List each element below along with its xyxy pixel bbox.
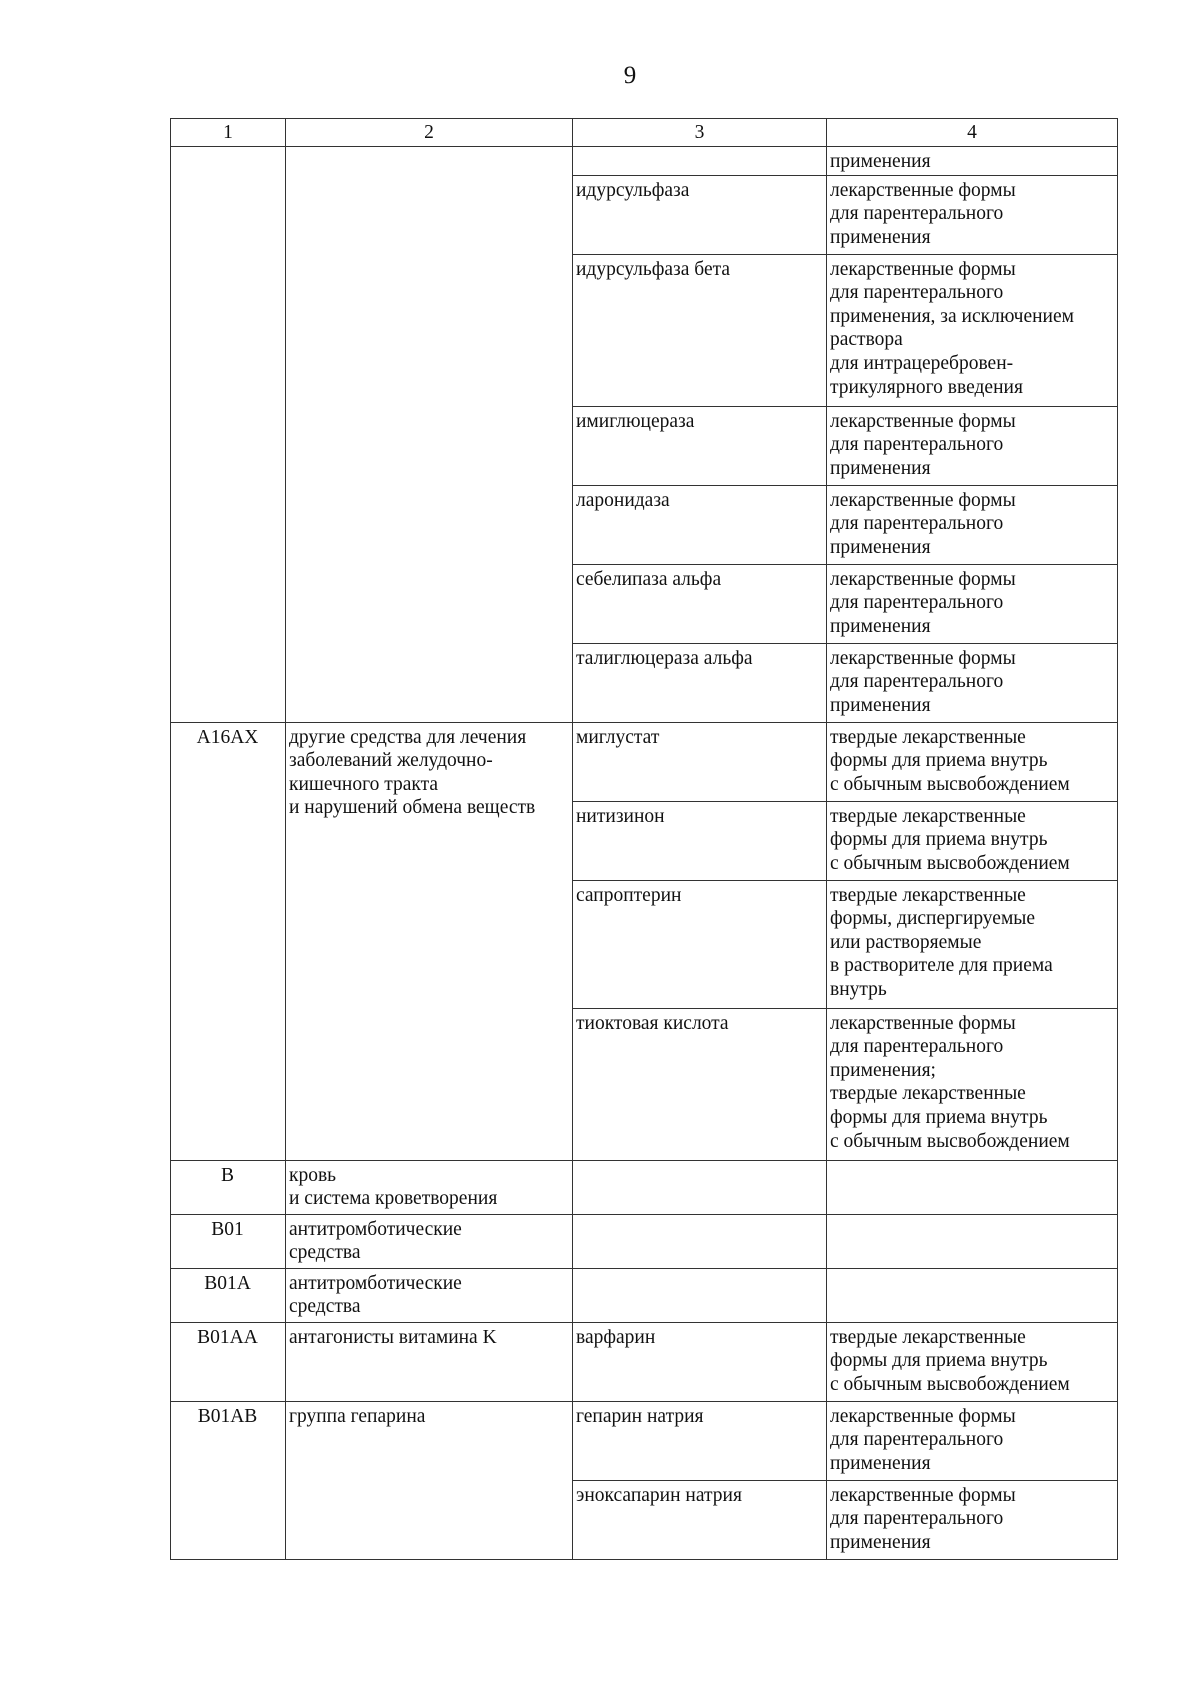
dosage-form-cell: лекарственные формы для парентерального применения [827, 406, 1118, 485]
drug-name-cell: идурсульфаза [573, 175, 827, 254]
drug-name-cell: ларонидаза [573, 485, 827, 564]
page-number: 9 [623, 62, 637, 89]
dosage-form-cell: твердые лекарственные формы, диспергируемые или растворяемые в растворителе для приема внутрь [827, 880, 1118, 1008]
group-name-cell: антитромботические средства [286, 1268, 573, 1322]
table-row [171, 146, 1118, 175]
atc-code-cell: B01 [171, 1214, 286, 1268]
drug-name-cell [573, 146, 827, 175]
drug-name-cell: себелипаза альфа [573, 564, 827, 643]
atc-code-cell: B01A [171, 1268, 286, 1322]
dosage-form-cell: твердые лекарственные формы для приема внутрь с обычным высвобождением [827, 801, 1118, 880]
dosage-form-cell: применения [827, 146, 1118, 175]
group-name-cell: антагонисты витамина K [286, 1322, 573, 1401]
dosage-form-cell: лекарственные формы для парентерального применения [827, 564, 1118, 643]
dosage-form-cell: лекарственные формы для парентерального применения; твердые лекарственные формы для приема внутрь с обычным высвобождением [827, 1008, 1118, 1160]
header-col-1: 1 [171, 119, 286, 147]
dosage-form-cell: лекарственные формы для парентерального применения, за исключением раствора для интрацеребровен- трикулярного введения [827, 254, 1118, 406]
atc-code-cell: A16AX [171, 722, 286, 1160]
drug-list-table [170, 118, 1118, 1560]
dosage-form-cell [827, 1160, 1118, 1214]
drug-name-cell: талиглюцераза альфа [573, 643, 827, 722]
group-name-cell: кровь и система кроветворения [286, 1160, 573, 1214]
dosage-form-cell [827, 1268, 1118, 1322]
dosage-form-cell: лекарственные формы для парентерального применения [827, 643, 1118, 722]
atc-code-cell: B [171, 1160, 286, 1214]
header-col-3: 3 [573, 119, 827, 147]
drug-name-cell: сапроптерин [573, 880, 827, 1008]
table-row [171, 722, 1118, 801]
drug-name-cell: тиоктовая кислота [573, 1008, 827, 1160]
drug-name-cell: эноксапарин натрия [573, 1480, 827, 1559]
atc-code-cell [171, 146, 286, 722]
dosage-form-cell: лекарственные формы для парентерального применения [827, 1480, 1118, 1559]
drug-name-cell: идурсульфаза бета [573, 254, 827, 406]
table-row [171, 1268, 1118, 1322]
drug-name-cell: гепарин натрия [573, 1401, 827, 1480]
drug-name-cell: варфарин [573, 1322, 827, 1401]
table-header-row [171, 119, 1118, 147]
atc-code-cell: B01AB [171, 1401, 286, 1559]
header-col-2: 2 [286, 119, 573, 147]
drug-name-cell [573, 1214, 827, 1268]
table-row [171, 1401, 1118, 1480]
dosage-form-cell: твердые лекарственные формы для приема внутрь с обычным высвобождением [827, 1322, 1118, 1401]
dosage-form-cell: лекарственные формы для парентерального применения [827, 1401, 1118, 1480]
atc-code-cell: B01AA [171, 1322, 286, 1401]
table-row [171, 1322, 1118, 1401]
drug-name-cell [573, 1268, 827, 1322]
dosage-form-cell: лекарственные формы для парентерального применения [827, 175, 1118, 254]
drug-name-cell: имиглюцераза [573, 406, 827, 485]
header-col-4: 4 [827, 119, 1118, 147]
table-row [171, 1214, 1118, 1268]
dosage-form-cell [827, 1214, 1118, 1268]
group-name-cell: группа гепарина [286, 1401, 573, 1559]
table-row [171, 1160, 1118, 1214]
drug-name-cell: нитизинон [573, 801, 827, 880]
group-name-cell [286, 146, 573, 722]
dosage-form-cell: лекарственные формы для парентерального применения [827, 485, 1118, 564]
drug-name-cell [573, 1160, 827, 1214]
drug-name-cell: миглустат [573, 722, 827, 801]
group-name-cell: антитромботические средства [286, 1214, 573, 1268]
group-name-cell: другие средства для лечения заболеваний желудочно- кишечного тракта и нарушений обмена веществ [286, 722, 573, 1160]
dosage-form-cell: твердые лекарственные формы для приема внутрь с обычным высвобождением [827, 722, 1118, 801]
